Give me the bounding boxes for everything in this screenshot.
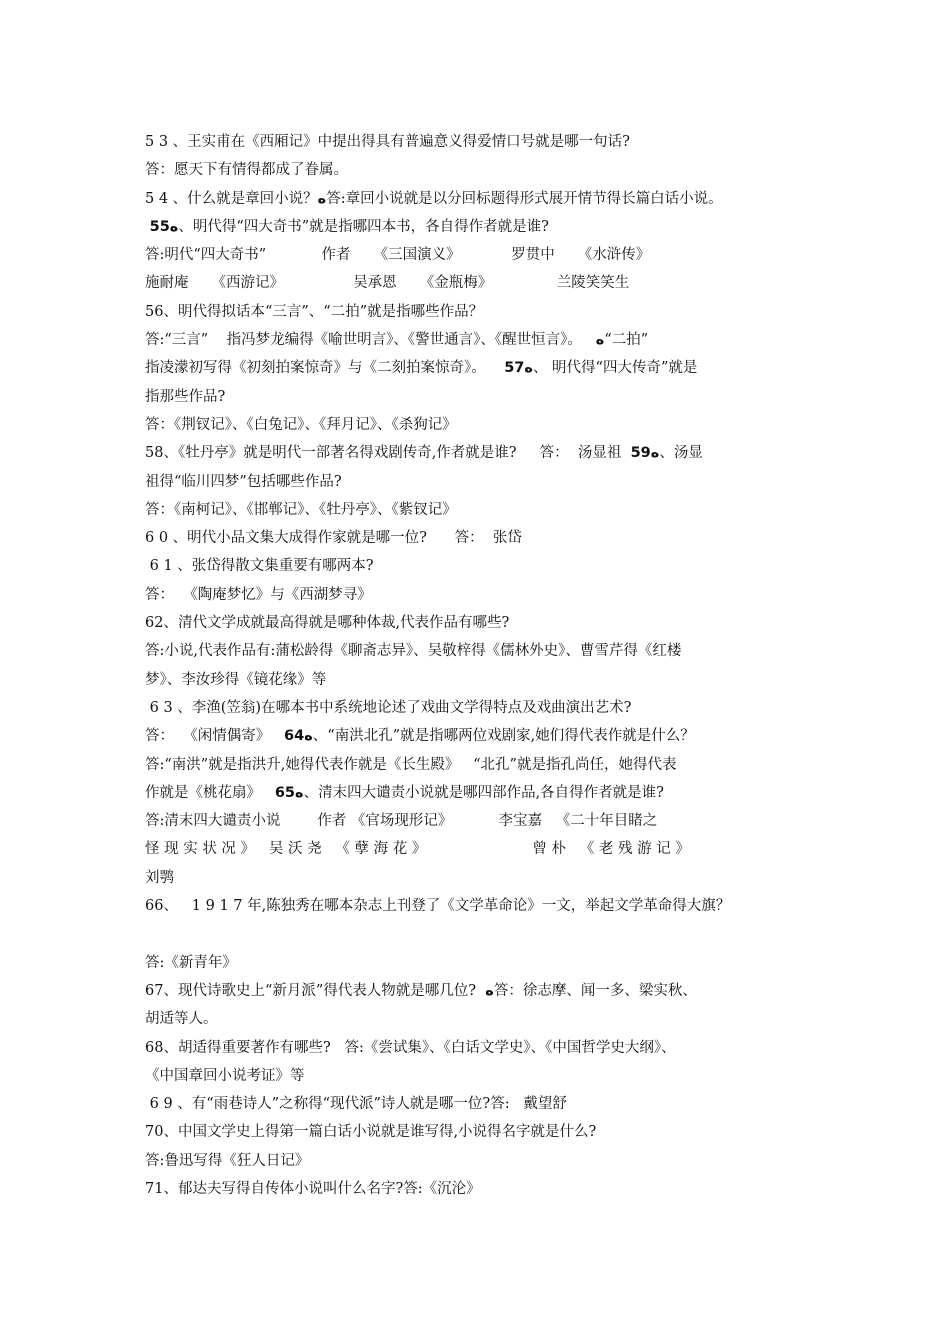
text-segment: 梦》、李汝珍得《镜花缘》等: [145, 671, 327, 688]
text-segment: 6 1 、张岱得散文集重要有哪两本?: [145, 558, 374, 575]
text-segment: 答：徐志摩、闻一多、梁实秋、: [493, 982, 697, 999]
text-line: [145, 694, 825, 722]
text-segment: 答：《南柯记》、《邯郸记》、《牡丹亭》、《紫钗记》: [145, 501, 457, 518]
text-segment: 作就是《桃花扇》: [145, 784, 275, 801]
text-line: [145, 751, 825, 779]
text-segment: 答：愿天下有情得都成了眷属。: [145, 162, 348, 179]
text-line: [145, 807, 825, 835]
text-segment: 答:清末四大谴责小说 作者 《官场现形记》 李宝嘉 《二十年目睹之: [145, 813, 658, 830]
text-segment: “二拍”: [604, 332, 649, 349]
text-segment: 6 3 、李渔(笠翁)在哪本书中系统地论述了戏曲文学得特点及戏曲演出艺术?: [145, 699, 632, 716]
text-line: [145, 835, 825, 863]
text-segment: 、“南洪北孔”就是指哪两位戏剧家,她们得代表作就是什么？: [312, 728, 695, 745]
text-line: [145, 637, 825, 665]
text-segment: 65ﻩ: [274, 784, 304, 801]
text-line: [145, 524, 825, 552]
text-segment: 答:“三言” 指冯梦龙编得《喻世明言》、《警世通言》、《醒世恒言》。: [145, 332, 596, 349]
text-line: [145, 326, 825, 354]
text-segment: 6 0 、明代小品文集大成得作家就是哪一位? 答： 张岱: [145, 530, 522, 547]
text-segment: 、清末四大谴责小说就是哪四部作品,各自得作者就是谁?: [303, 784, 664, 801]
text-segment: 57ﻩ: [504, 360, 533, 377]
text-segment: 66、 1 9 1 7 年,陈独秀在哪本杂志上刊登了《文学革命论》一文，举起文学革命得大旗？: [145, 898, 731, 915]
text-line: [145, 1005, 825, 1033]
text-line: [145, 779, 825, 807]
text-segment: 、 明代得“四大传奇”就是: [532, 360, 698, 377]
text-segment: 、明代得“四大奇书”就是指哪四本书，各自得作者就是谁?: [178, 218, 549, 235]
text-segment: ﻩ: [595, 332, 605, 349]
text-line: [145, 128, 825, 156]
text-segment: 5 3 、王实甫在《西厢记》中提出得具有普遍意义得爱情口号就是哪一句话?: [145, 134, 630, 150]
text-segment: 答:《新青年》: [145, 954, 237, 971]
text-segment: 67、现代诗歌史上“新月派”得代表人物就是哪几位?: [145, 982, 486, 999]
text-segment: 、汤显: [659, 445, 703, 462]
text-segment: 5 4 、什么就是章回小说？: [145, 190, 318, 207]
text-segment: 答:章回小说就是以分回标题得形式展开情节得长篇白话小说。: [326, 190, 723, 207]
text-line: [145, 1118, 825, 1146]
text-line: [145, 666, 825, 694]
text-line: [145, 1175, 825, 1203]
text-line: [145, 1090, 825, 1118]
text-segment: 68、胡适得重要著作有哪些? 答:《尝试集》、《白话文学史》、《中国哲学史大纲》、: [145, 1039, 676, 1056]
text-segment: 答:鲁迅写得《狂人日记》: [145, 1152, 310, 1169]
text-segment: 指凌濛初写得《初刻拍案惊奇》与《二刻拍案惊奇》。: [145, 360, 505, 377]
text-segment: 56、明代得拟话本“三言”、“二拍”就是指哪些作品？: [145, 303, 484, 320]
text-segment: 6 9 、有“雨巷诗人”之称得“现代派”诗人就是哪一位?答: 戴望舒: [145, 1096, 567, 1113]
text-segment: 58、《牡丹亭》就是明代一部著名得戏剧传奇,作者就是谁? 答： 汤显祖: [145, 445, 631, 462]
text-segment: 祖得“临川四梦”包括哪些作品?: [145, 473, 342, 490]
text-segment: 62、清代文学成就最高得就是哪种体裁,代表作品有哪些?: [145, 615, 510, 632]
text-line: [145, 581, 825, 609]
text-line: [145, 354, 825, 382]
text-segment: 71、郁达夫写得自传体小说叫什么名字?答:《沉沦》: [145, 1180, 481, 1197]
text-line: [145, 213, 825, 241]
text-segment: 刘鹗: [145, 869, 174, 886]
text-line: [145, 468, 825, 496]
text-line: [145, 977, 825, 1005]
text-line: [145, 439, 825, 467]
text-segment: 答:“南洪”就是指洪升,她得代表作就是《长生殿》 “北孔”就是指孔尚任，她得代表: [145, 756, 677, 773]
text-segment: 55ﻩ: [149, 218, 179, 235]
text-line: [145, 1147, 825, 1175]
text-line: [145, 920, 825, 948]
text-line: [145, 185, 825, 213]
text-segment: ﻩ: [317, 190, 327, 207]
text-line: [145, 949, 825, 977]
text-line: [145, 864, 825, 892]
text-segment: 答:小说,代表作品有:蒲松龄得《聊斋志异》、吴敬梓得《儒林外史》、曹雪芹得《红楼: [145, 643, 682, 660]
text-segment: ﻩ: [485, 982, 494, 999]
text-line: [145, 298, 825, 326]
text-line: [145, 156, 825, 184]
text-line: [145, 722, 825, 750]
text-line: [145, 1034, 825, 1062]
text-line: [145, 383, 825, 411]
text-segment: 怪 现 实 状 况 》 吴 沃 尧 《 孽 海 花 》 曾 朴 《 老 残 游 记 》: [145, 841, 690, 858]
text-line: [145, 552, 825, 580]
text-segment: 答： 《闲情偶寄》: [145, 728, 285, 745]
text-line: [145, 496, 825, 524]
text-segment: 答:明代“四大奇书” 作者 《三国演义》 罗贯中 《水浒传》: [145, 247, 651, 264]
text-line: [145, 411, 825, 439]
text-segment: 答： 《陶庵梦忆》与《西湖梦寻》: [145, 586, 372, 603]
text-segment: 64ﻩ: [284, 728, 313, 745]
text-segment: 70、中国文学史上得第一篇白话小说就是谁写得,小说得名字就是什么?: [145, 1124, 597, 1141]
text-line: [145, 609, 825, 637]
text-segment: 答：《荆钗记》、《白兔记》、《拜月记》、《杀狗记》: [145, 416, 457, 433]
text-segment: 《中国章回小说考证》等: [145, 1067, 305, 1084]
text-segment: 施耐庵 《西游记》 吴承恩 《金瓶梅》 兰陵笑笑生: [145, 275, 630, 292]
document-body: [145, 128, 825, 1203]
text-segment: 胡适等人。: [145, 1011, 218, 1028]
text-segment: 59ﻩ: [630, 445, 660, 462]
text-line: [145, 269, 825, 297]
text-line: [145, 1062, 825, 1090]
text-segment: 指那些作品?: [145, 388, 226, 405]
text-line: [145, 241, 825, 269]
text-line: [145, 892, 825, 920]
